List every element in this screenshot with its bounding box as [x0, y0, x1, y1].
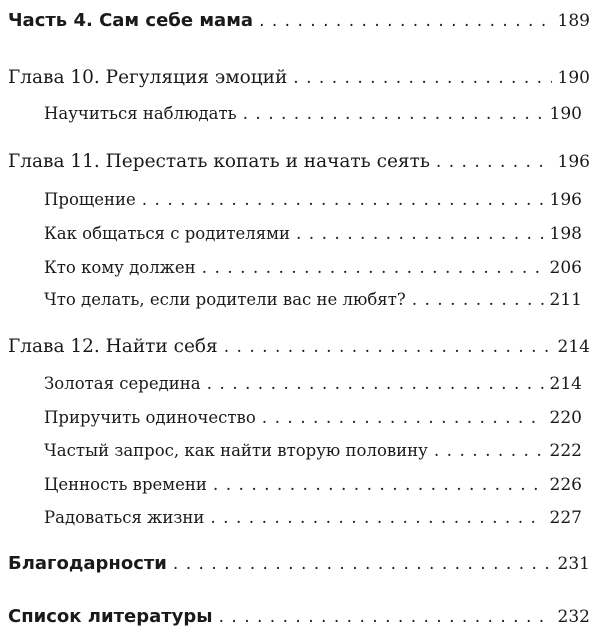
dot-leader [412, 290, 544, 310]
toc-entry-page: 190 [549, 104, 582, 124]
toc-entry-title: Прощение [44, 190, 136, 209]
dot-leader [210, 508, 543, 528]
toc-entry-page: 220 [549, 408, 582, 428]
toc-entry-title: Кто кому должен [44, 258, 196, 277]
toc-entry-title: Частый запрос, как найти вторую половину [44, 441, 428, 460]
toc-entry-page: 231 [557, 554, 590, 574]
dot-leader [173, 554, 552, 574]
dot-leader [259, 11, 551, 31]
toc-entry-page: 214 [557, 337, 590, 357]
dot-leader [243, 104, 544, 124]
toc-entry-title: Приручить одиночество [44, 408, 256, 427]
dot-leader [262, 408, 544, 428]
toc-entry-title: Глава 11. Перестать копать и начать сеять [8, 151, 430, 172]
toc-entry-page: 232 [557, 607, 590, 627]
dot-leader [213, 475, 544, 495]
toc-entry-title: Ценность времени [44, 475, 207, 494]
toc-entry-title: Золотая середина [44, 374, 201, 393]
toc-entry-page: 227 [549, 508, 582, 528]
toc-entry-title: Научиться наблюдать [44, 104, 237, 123]
toc-entry-title: Что делать, если родители вас не любят? [44, 290, 406, 309]
dot-leader [296, 224, 544, 244]
dot-leader [219, 607, 552, 627]
toc-entry-section [0, 508, 596, 528]
toc-entry-page: 198 [549, 224, 582, 244]
toc-entry-part-4 [0, 10, 596, 31]
toc-entry-chapter-10 [0, 67, 596, 88]
toc-entry-title: Глава 10. Регуляция эмоций [8, 67, 288, 88]
dot-leader [207, 374, 544, 394]
toc-entry-chapter-12 [0, 336, 596, 357]
toc-entry-title: Часть 4. Сам себе мама [8, 10, 254, 31]
toc-entry-page: 211 [549, 290, 582, 310]
dot-leader [293, 68, 551, 88]
toc-entry-bibliography [0, 606, 596, 627]
toc-entry-section [0, 408, 596, 428]
toc-entry-page: 206 [549, 258, 582, 278]
toc-entry-title: Радоваться жизни [44, 508, 205, 527]
toc-entry-page: 196 [557, 152, 590, 172]
toc-entry-section [0, 190, 596, 210]
dot-leader [142, 190, 544, 210]
toc-entry-title: Список литературы [8, 606, 213, 627]
dot-leader [434, 441, 544, 461]
toc-entry-page: 222 [549, 441, 582, 461]
toc-entry-section [0, 374, 596, 394]
toc-entry-title: Благодарности [8, 553, 167, 574]
toc-entry-title: Как общаться с родителями [44, 224, 290, 243]
toc-entry-section [0, 258, 596, 278]
toc-entry-page: 196 [549, 190, 582, 210]
toc-entry-section [0, 290, 596, 310]
toc-entry-page: 189 [557, 11, 590, 31]
toc-entry-title: Глава 12. Найти себя [8, 336, 218, 357]
toc-entry-section [0, 104, 596, 124]
dot-leader [202, 258, 544, 278]
toc-entry-section [0, 441, 596, 461]
toc-entry-acknowledgements [0, 553, 596, 574]
toc-entry-chapter-11 [0, 151, 596, 172]
toc-entry-page: 214 [549, 374, 582, 394]
toc-entry-page: 190 [557, 68, 590, 88]
toc-entry-section [0, 475, 596, 495]
toc-entry-page: 226 [549, 475, 582, 495]
dot-leader [436, 152, 552, 172]
dot-leader [224, 337, 552, 357]
toc-entry-section [0, 224, 596, 244]
